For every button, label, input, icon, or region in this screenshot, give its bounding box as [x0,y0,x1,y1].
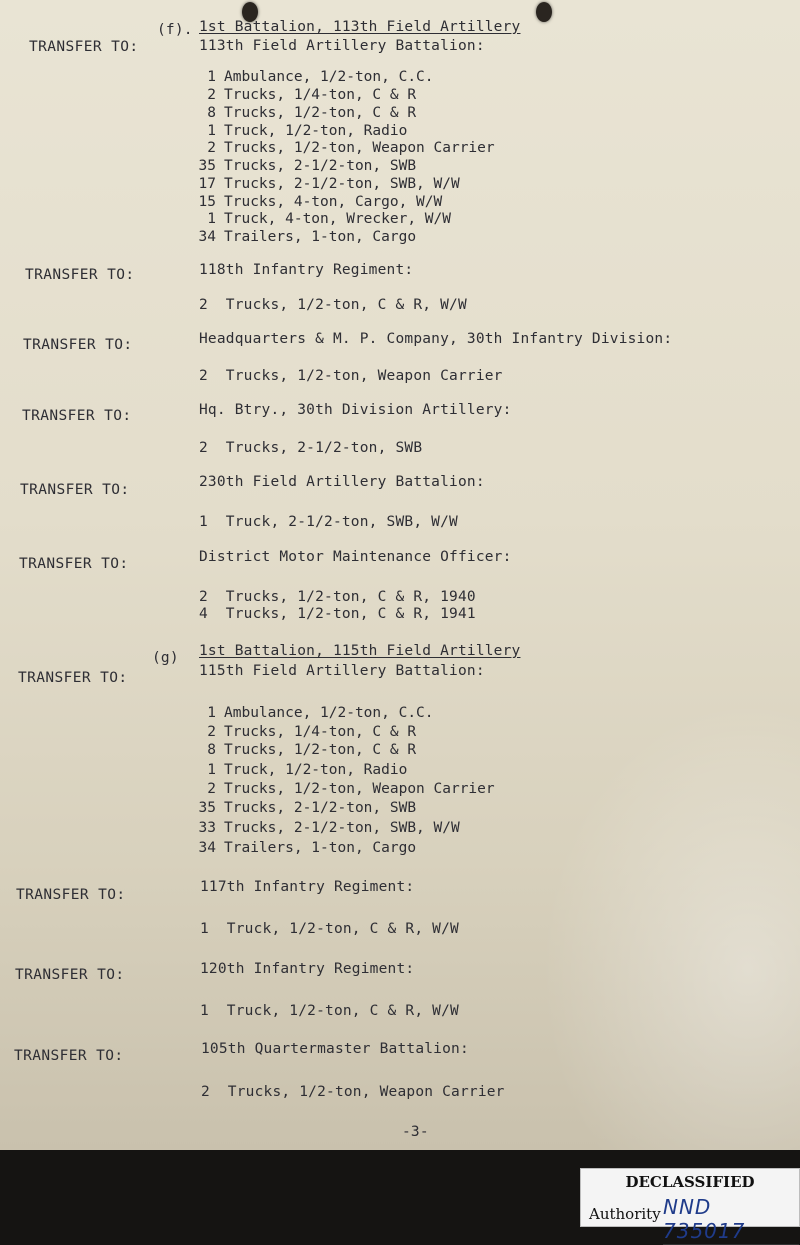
punch-hole [536,2,552,22]
transfer-label: TRANSFER TO: [22,408,132,424]
section-g-marker: (g) [152,650,179,666]
list-item: 2 Trucks, 1/4-ton, C & R [207,87,417,103]
transfer-item: 2 Trucks, 1/2-ton, Weapon Carrier [201,1084,505,1100]
transfer-label: TRANSFER TO: [16,887,126,903]
transfer-label: TRANSFER TO: [14,1048,124,1064]
list-item: 35 Trucks, 2-1/2-ton, SWB [198,800,417,816]
transfer-label: TRANSFER TO: [25,267,135,283]
list-item: 35 Trucks, 2-1/2-ton, SWB [198,158,417,174]
recipient-unit: Headquarters & M. P. Company, 30th Infantry Division: [199,331,673,347]
section-f-marker: (f). [157,22,193,38]
transfer-label: TRANSFER TO: [18,670,128,686]
section-f-heading: 1st Battalion, 113th Field Artillery [199,19,521,35]
recipient-unit: 117th Infantry Regiment: [200,879,415,895]
stamp-authority-label: Authority [589,1205,661,1223]
transfer-item: 4 Trucks, 1/2-ton, C & R, 1941 [199,606,476,622]
stamp-authority-number: NND 735017 [663,1195,799,1245]
section-g-heading: 1st Battalion, 115th Field Artillery [199,643,521,659]
list-item: 2 Trucks, 1/2-ton, Weapon Carrier [207,140,495,156]
recipient-unit: Hq. Btry., 30th Division Artillery: [199,402,512,418]
list-item: 34 Trailers, 1-ton, Cargo [198,840,417,856]
list-item: 1 Truck, 1/2-ton, Radio [207,762,408,778]
transfer-item: 2 Trucks, 1/2-ton, Weapon Carrier [199,368,503,384]
transfer-item: 1 Truck, 2-1/2-ton, SWB, W/W [199,514,458,530]
transfer-item: 2 Trucks, 1/2-ton, C & R, 1940 [199,589,476,605]
list-item: 8 Trucks, 1/2-ton, C & R [207,742,417,758]
transfer-item: 2 Trucks, 2-1/2-ton, SWB [199,440,423,456]
list-item: 15 Trucks, 4-ton, Cargo, W/W [198,194,443,210]
recipient-unit: 120th Infantry Regiment: [200,961,415,977]
list-item: 33 Trucks, 2-1/2-ton, SWB, W/W [198,820,460,836]
page-number: -3- [402,1124,429,1140]
list-item: 8 Trucks, 1/2-ton, C & R [207,105,417,121]
recipient-unit: 230th Field Artillery Battalion: [199,474,485,490]
declassified-stamp [580,1168,800,1243]
list-item: 1 Truck, 4-ton, Wrecker, W/W [207,211,451,227]
list-item: 2 Trucks, 1/2-ton, Weapon Carrier [207,781,495,797]
transfer-label: TRANSFER TO: [20,482,130,498]
transfer-label: TRANSFER TO: [15,967,125,983]
transfer-item: 2 Trucks, 1/2-ton, C & R, W/W [199,297,467,313]
section-f-subheading: 113th Field Artillery Battalion: [199,38,485,54]
transfer-label: TRANSFER TO: [19,556,129,572]
stamp-title: DECLASSIFIED [625,1173,755,1191]
section-g-subheading: 115th Field Artillery Battalion: [199,663,485,679]
recipient-unit: 105th Quartermaster Battalion: [201,1041,469,1057]
transfer-item: 1 Truck, 1/2-ton, C & R, W/W [200,1003,459,1019]
list-item: 2 Trucks, 1/4-ton, C & R [207,724,417,740]
list-item: 34 Trailers, 1-ton, Cargo [198,229,417,245]
list-item: 1 Ambulance, 1/2-ton, C.C. [207,69,434,85]
transfer-label: TRANSFER TO: [23,337,133,353]
list-item: 1 Truck, 1/2-ton, Radio [207,123,408,139]
recipient-unit: District Motor Maintenance Officer: [199,549,512,565]
transfer-label: TRANSFER TO: [29,39,139,55]
list-item: 1 Ambulance, 1/2-ton, C.C. [207,705,434,721]
list-item: 17 Trucks, 2-1/2-ton, SWB, W/W [198,176,460,192]
recipient-unit: 118th Infantry Regiment: [199,262,414,278]
transfer-item: 1 Truck, 1/2-ton, C & R, W/W [200,921,459,937]
